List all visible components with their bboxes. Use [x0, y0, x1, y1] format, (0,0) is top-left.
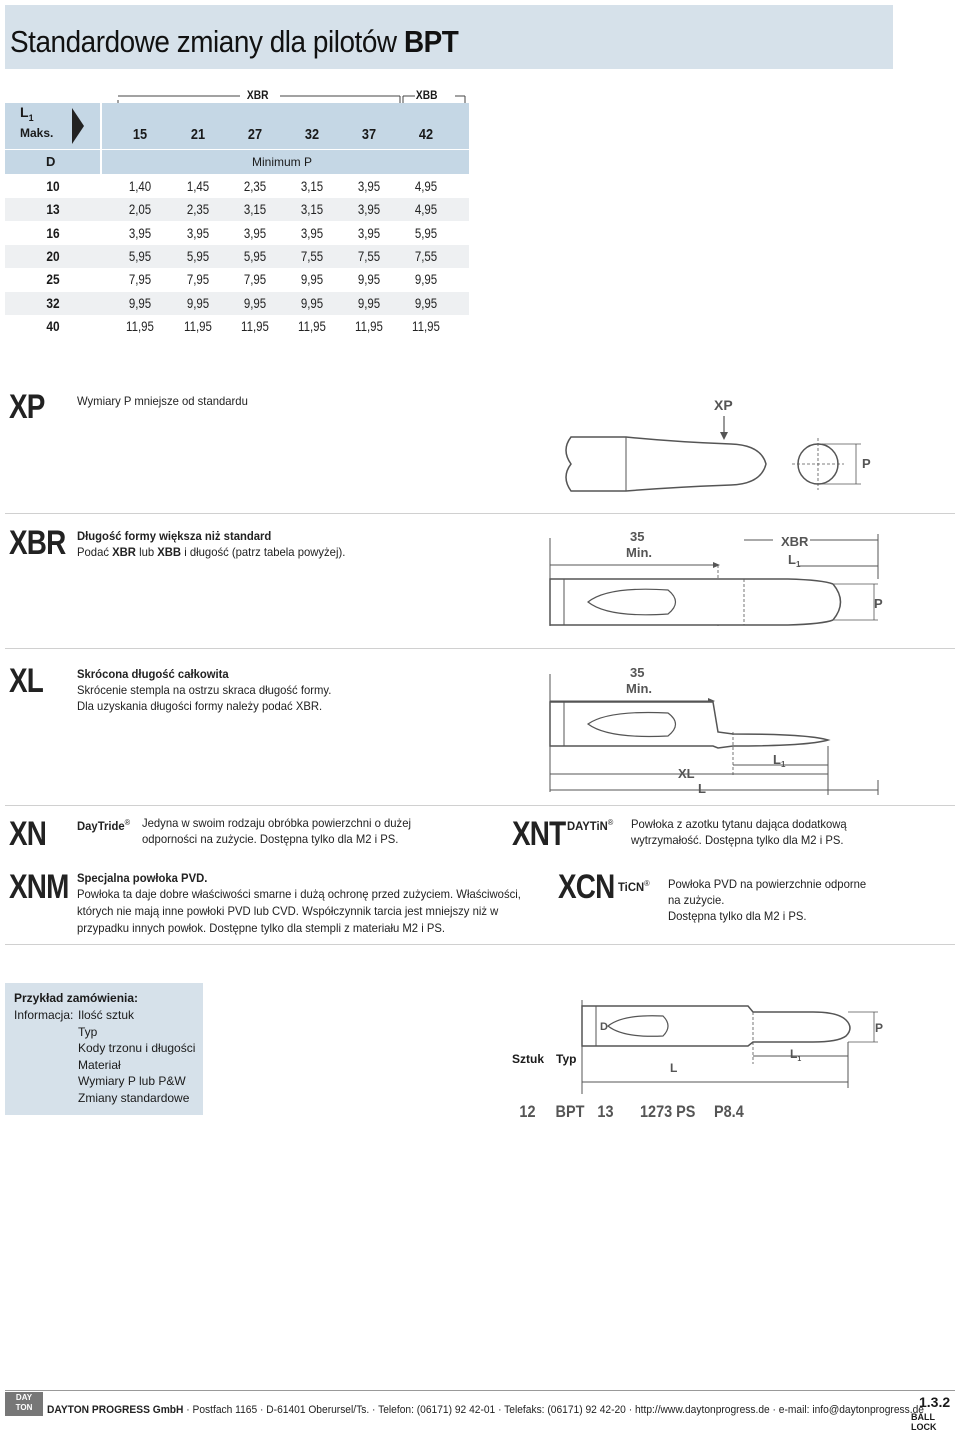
table-cell: 7,95	[128, 271, 152, 288]
table-cell: 5,95	[243, 247, 267, 264]
table-cell: 11,95	[184, 317, 212, 334]
svg-text:P: P	[862, 456, 871, 471]
xp-drawing	[556, 392, 886, 502]
code-xnt: XNT	[512, 815, 566, 853]
arrow-right-icon	[72, 108, 86, 144]
xl-drawing	[548, 660, 888, 795]
separator	[5, 513, 955, 514]
section-label: BALL LOCK	[911, 1412, 937, 1432]
order-example-codes	[518, 1102, 818, 1126]
table-cell: 9,95	[243, 294, 267, 311]
xl-line3: Dla uzyskania długości formy należy podać XBR.	[77, 699, 323, 713]
table-cell: 4,95	[414, 178, 438, 194]
table-cell: 9,95	[300, 294, 324, 311]
table-cell: 9,95	[186, 294, 210, 311]
example-code-shank: 13	[597, 1102, 614, 1121]
svg-text:L: L	[670, 1061, 678, 1075]
order-item: Kody trzonu i długości	[78, 1041, 196, 1055]
table-cell: 4,95	[414, 201, 438, 218]
xnt-brand: DAYTiN®	[567, 818, 614, 833]
xcn-line3: Dostępna tylko dla M2 i PS.	[668, 909, 807, 923]
table-cell: 11,95	[412, 317, 440, 334]
separator	[5, 944, 955, 945]
code-xn: XN	[9, 815, 47, 853]
table-column-header: 21	[190, 126, 206, 143]
example-code-p: P8.4	[714, 1102, 744, 1121]
table-cell: 2,35	[243, 178, 267, 194]
code-xcn: XCN	[558, 868, 615, 906]
table-column-header: 32	[304, 126, 320, 143]
svg-text:P: P	[874, 596, 883, 611]
code-xbr: XBR	[9, 524, 66, 562]
xnm-heading: Specjalna powłoka PVD.	[77, 871, 208, 885]
svg-text:35: 35	[630, 529, 645, 544]
table-cell: 7,95	[243, 271, 267, 288]
xnm-line3: przypadku innych powłok. Dostępne tylko dla stempli z materiału M2 i PS.	[77, 921, 446, 935]
xnt-line1: Powłoka z azotku tytanu dająca dodatkową	[631, 817, 847, 831]
table-cell: 3,15	[300, 178, 324, 194]
xcn-line2: na zużycie.	[668, 893, 725, 907]
table-cell: 3,95	[243, 224, 267, 241]
order-item: Zmiany standardowe	[78, 1090, 190, 1105]
page-number: 1.3.2	[919, 1394, 951, 1410]
table-cell: 5,95	[414, 224, 438, 241]
xbr-line2: Podać XBR lub XBB i długość (patrz tabela powyżej).	[77, 545, 346, 559]
svg-text:XL: XL	[678, 766, 695, 781]
code-xp: XP	[9, 388, 45, 426]
order-item: Materiał	[78, 1057, 121, 1072]
order-drawing	[578, 998, 890, 1098]
table-cell: 3,95	[186, 224, 210, 241]
table-row-d: 20	[46, 247, 60, 264]
code-xl: XL	[9, 662, 43, 700]
order-heading: Przykład zamówienia:	[14, 991, 139, 1005]
example-code-material: 1273 PS	[640, 1102, 696, 1121]
svg-text:XP: XP	[714, 397, 733, 413]
xn-line1: Jedyna w swoim rodzaju obróbka powierzchni o dużej	[142, 816, 411, 830]
table-cell: 11,95	[298, 317, 326, 334]
minimum-p-label: Minimum P	[252, 155, 313, 169]
order-item: Typ	[78, 1024, 98, 1039]
table-subheader-band	[5, 150, 469, 174]
xcn-brand: TiCN®	[618, 879, 650, 894]
table-row-d: 16	[46, 224, 60, 241]
table-column-header: 37	[361, 126, 377, 143]
order-item: Wymiary P lub P&W	[78, 1074, 186, 1088]
table-cell: 3,95	[128, 224, 152, 241]
table-column-header: 15	[132, 126, 148, 143]
table-row-d: 40	[46, 317, 60, 334]
table-cell: 1,45	[186, 178, 210, 194]
order-items	[78, 1007, 195, 1106]
svg-text:Min.: Min.	[626, 681, 652, 696]
table-cell: 2,35	[186, 201, 210, 218]
svg-text:P: P	[875, 1021, 884, 1035]
order-sztuk-label: Sztuk	[512, 1052, 545, 1066]
table-column-header: 27	[247, 126, 263, 143]
example-code-type: BPT	[555, 1102, 585, 1121]
xbr-drawing	[548, 524, 888, 634]
example-code-quantity: 12	[519, 1102, 536, 1121]
xnm-line1: Powłoka ta daje dobre właściwości smarne i dużą ochronę przed zużyciem. Właściwości,	[77, 887, 521, 901]
table-row-d: 10	[46, 178, 60, 194]
table-row-d: 32	[46, 294, 60, 311]
svg-text:L: L	[698, 781, 706, 796]
svg-text:L1: $L_1$	[773, 752, 786, 769]
dayton-logo: DAY TON	[5, 1392, 43, 1416]
table-cell: 3,15	[243, 201, 267, 218]
xn-brand: DayTride®	[77, 818, 131, 833]
table-cell: 2,05	[128, 201, 152, 218]
footer-address: DAYTON PROGRESS GmbH · Postfach 1165 · D-61401 Oberursel/Ts. · Telefon: (06171) 92 42-01 · Telefaks: (06171) 92 42-20 · http://www.daytonprogress.de · e-mail: info@daytonprogress.de	[47, 1404, 924, 1416]
table-cell: 3,95	[357, 178, 381, 194]
table-cell: 5,95	[186, 247, 210, 264]
separator	[5, 805, 955, 806]
xcn-line1: Powłoka PVD na powierzchnie odporne	[668, 877, 867, 891]
table-column-header: 42	[418, 126, 434, 143]
svg-text:Min.: Min.	[626, 545, 652, 560]
table-cell: 3,15	[300, 201, 324, 218]
table-row-d: 25	[46, 271, 60, 288]
table-cell: 5,95	[128, 247, 152, 264]
table-cell: 9,95	[300, 271, 324, 288]
maks-label: Maks.	[20, 126, 54, 140]
xp-description: Wymiary P mniejsze od standardu	[77, 394, 248, 408]
separator	[5, 648, 955, 649]
table-cell: 9,95	[128, 294, 152, 311]
table-cell: 9,95	[414, 271, 438, 288]
table-cell: 11,95	[126, 317, 154, 334]
table-cell: 7,55	[300, 247, 324, 264]
table-row-d: 13	[46, 201, 60, 218]
table-cell: 9,95	[414, 294, 438, 311]
order-typ-label: Typ	[556, 1052, 577, 1066]
table-cell: 7,55	[357, 247, 381, 264]
group-xbr-label: XBR	[246, 88, 269, 102]
xbr-line1: Długość formy większa niż standard	[77, 529, 272, 543]
xn-line2: odporności na zużycie. Dostępna tylko dla M2 i PS.	[142, 832, 399, 846]
page-title: Standardowe zmiany dla pilotów BPT	[10, 24, 459, 59]
xnm-line2: których nie mają inne powłoki PVD lub CVD. Współczynnik tarcia jest mniejszy niż w	[77, 904, 499, 918]
svg-text:XBR: XBR	[781, 534, 809, 549]
table-cell: 11,95	[241, 317, 269, 334]
order-item: Ilość sztuk	[78, 1008, 135, 1022]
table-cell: 9,95	[357, 271, 381, 288]
xnt-line2: wytrzymałość. Dostępna tylko dla M2 i PS.	[631, 833, 844, 847]
svg-text:D: D	[600, 1021, 608, 1033]
table-cell: 3,95	[357, 224, 381, 241]
code-xnm: XNM	[9, 868, 69, 906]
svg-text:L1: $L_1$	[788, 552, 801, 569]
table-cell: 3,95	[357, 201, 381, 218]
table-cell: 7,95	[186, 271, 210, 288]
table-cell: 3,95	[300, 224, 324, 241]
order-info-label: Informacja:	[14, 1008, 74, 1022]
table-cell: 9,95	[357, 294, 381, 311]
table-cell: 7,55	[414, 247, 438, 264]
svg-text:35: 35	[630, 665, 645, 680]
xl-line1: Skrócona długość całkowita	[77, 667, 229, 681]
l1-label: $L_1$	[20, 104, 34, 123]
group-xbb-label: XBB	[415, 88, 438, 102]
table-divider	[100, 103, 102, 174]
footer-divider	[5, 1390, 955, 1391]
d-label: D	[46, 154, 56, 169]
xl-line2: Skrócenie stempla na ostrzu skraca długość formy.	[77, 683, 332, 697]
svg-text:L1: $L_1$	[790, 1047, 802, 1063]
table-cell: 1,40	[128, 178, 152, 194]
table-cell: 11,95	[355, 317, 383, 334]
